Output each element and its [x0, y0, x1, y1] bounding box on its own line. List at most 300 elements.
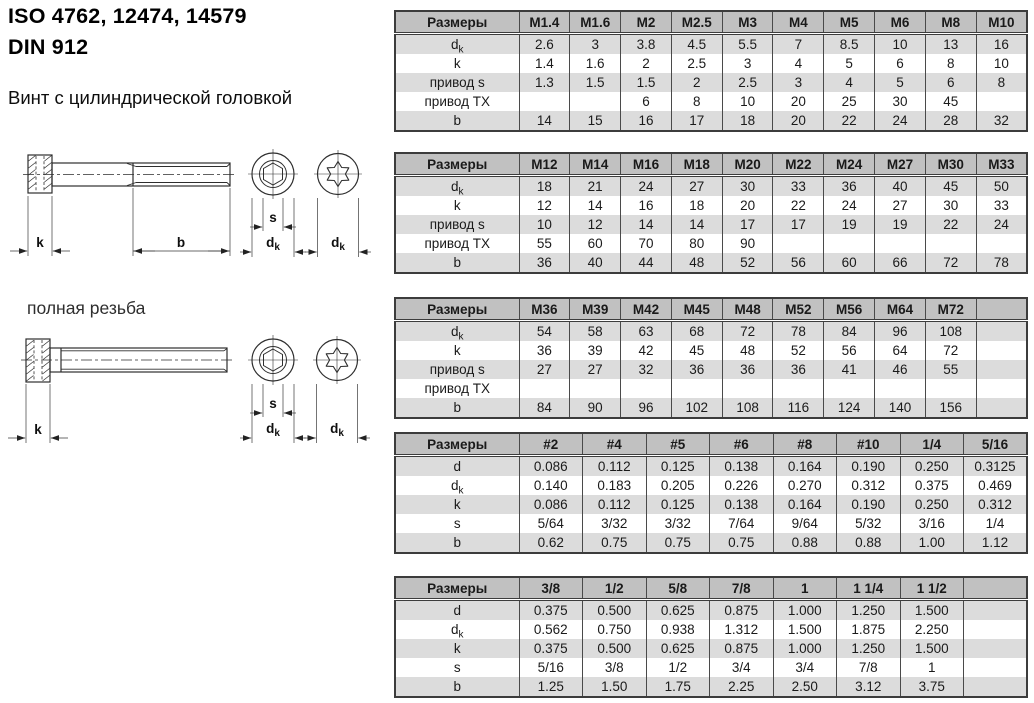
column-header: M33: [976, 153, 1027, 176]
table-row: [395, 398, 1027, 418]
value-cell: 27: [519, 360, 570, 379]
value-cell: 33: [976, 196, 1027, 215]
row-label-header: Размеры: [395, 11, 519, 34]
value-cell: 0.312: [964, 495, 1028, 514]
column-header: M4: [773, 11, 824, 34]
value-cell: 0.500: [583, 600, 647, 621]
value-cell: [964, 600, 1028, 621]
value-cell: 0.750: [583, 620, 647, 639]
value-cell: 80: [671, 234, 722, 253]
dimension-table-3: [394, 297, 1028, 419]
value-cell: 24: [875, 111, 926, 131]
value-cell: 0.250: [900, 456, 964, 477]
value-cell: 5/32: [837, 514, 901, 533]
dim-label-dk: $d_k$: [330, 421, 344, 439]
value-cell: 124: [824, 398, 875, 418]
value-cell: [976, 398, 1027, 418]
value-cell: 3/32: [583, 514, 647, 533]
value-cell: 0.469: [964, 476, 1028, 495]
value-cell: 2.250: [900, 620, 964, 639]
row-label: k: [395, 495, 519, 514]
value-cell: 36: [824, 176, 875, 197]
value-cell: 1/4: [964, 514, 1028, 533]
column-header: M42: [621, 298, 672, 321]
value-cell: 1.50: [583, 677, 647, 697]
value-cell: 0.75: [646, 533, 710, 553]
value-cell: 1.000: [773, 639, 837, 658]
row-label: привод s: [395, 360, 519, 379]
value-cell: 52: [722, 253, 773, 273]
value-cell: 96: [875, 321, 926, 342]
table-row: [395, 620, 1027, 639]
value-cell: [925, 379, 976, 398]
value-cell: 0.183: [583, 476, 647, 495]
value-cell: 1.000: [773, 600, 837, 621]
table-row: [395, 34, 1027, 55]
column-header: M22: [773, 153, 824, 176]
dim-label-s: s: [269, 210, 277, 225]
value-cell: 19: [824, 215, 875, 234]
column-header: 5/8: [646, 577, 710, 600]
section-hatching: [29, 156, 52, 190]
row-label: привод s: [395, 73, 519, 92]
value-cell: 1.250: [837, 639, 901, 658]
table-row: [395, 600, 1027, 621]
value-cell: 10: [722, 92, 773, 111]
value-cell: 70: [621, 234, 672, 253]
table-row: [395, 341, 1027, 360]
value-cell: 30: [875, 92, 926, 111]
value-cell: 3/4: [773, 658, 837, 677]
value-cell: 14: [671, 215, 722, 234]
row-label: привод s: [395, 215, 519, 234]
value-cell: [964, 620, 1028, 639]
column-header: M8: [925, 11, 976, 34]
table-row: [395, 476, 1027, 495]
value-cell: 45: [925, 176, 976, 197]
column-header: M14: [570, 153, 621, 176]
value-cell: 42: [621, 341, 672, 360]
value-cell: 102: [671, 398, 722, 418]
value-cell: 0.500: [583, 639, 647, 658]
value-cell: 108: [925, 321, 976, 342]
value-cell: 58: [570, 321, 621, 342]
value-cell: 22: [925, 215, 976, 234]
value-cell: 60: [824, 253, 875, 273]
value-cell: 96: [621, 398, 672, 418]
value-cell: 8: [976, 73, 1027, 92]
column-header: 1 1/2: [900, 577, 964, 600]
value-cell: 1.25: [519, 677, 583, 697]
row-label: $d_k$: [395, 476, 519, 495]
value-cell: 27: [875, 196, 926, 215]
column-header: M56: [824, 298, 875, 321]
column-header: #6: [710, 433, 774, 456]
value-cell: 56: [824, 341, 875, 360]
value-cell: 0.112: [583, 495, 647, 514]
value-cell: 1.3: [519, 73, 570, 92]
dimension-table-1: [394, 10, 1028, 132]
column-header: M20: [722, 153, 773, 176]
value-cell: 17: [671, 111, 722, 131]
value-cell: 17: [773, 215, 824, 234]
value-cell: 0.625: [646, 639, 710, 658]
value-cell: 10: [875, 34, 926, 55]
value-cell: 0.88: [837, 533, 901, 553]
value-cell: 0.625: [646, 600, 710, 621]
value-cell: 0.938: [646, 620, 710, 639]
table-row: [395, 514, 1027, 533]
value-cell: 1.500: [773, 620, 837, 639]
column-header: M52: [773, 298, 824, 321]
value-cell: 1.6: [570, 54, 621, 73]
value-cell: 50: [976, 176, 1027, 197]
value-cell: 8: [925, 54, 976, 73]
value-cell: 22: [824, 111, 875, 131]
value-cell: 84: [519, 398, 570, 418]
din-title: DIN 912: [8, 35, 89, 59]
value-cell: 0.190: [837, 495, 901, 514]
column-header: M1.6: [570, 11, 621, 34]
value-cell: 20: [773, 92, 824, 111]
value-cell: 16: [621, 111, 672, 131]
value-cell: 21: [570, 176, 621, 197]
value-cell: 2.5: [671, 54, 722, 73]
value-cell: 14: [570, 196, 621, 215]
row-label: привод TX: [395, 234, 519, 253]
value-cell: 0.75: [710, 533, 774, 553]
value-cell: 1.75: [646, 677, 710, 697]
value-cell: 7/64: [710, 514, 774, 533]
value-cell: 55: [925, 360, 976, 379]
header-row: [395, 11, 1027, 34]
table-row: [395, 92, 1027, 111]
dim-label-dk: $d_k$: [266, 235, 280, 253]
row-label: k: [395, 196, 519, 215]
table-row: [395, 196, 1027, 215]
value-cell: 3/16: [900, 514, 964, 533]
row-label-header: Размеры: [395, 298, 519, 321]
standard-title: ISO 4762, 12474, 14579: [8, 4, 247, 28]
column-header: M5: [824, 11, 875, 34]
value-cell: 27: [671, 176, 722, 197]
value-cell: 7: [773, 34, 824, 55]
value-cell: 140: [875, 398, 926, 418]
value-cell: 3.75: [900, 677, 964, 697]
value-cell: [875, 379, 926, 398]
value-cell: 0.375: [900, 476, 964, 495]
value-cell: 0.140: [519, 476, 583, 495]
value-cell: 40: [875, 176, 926, 197]
row-label: привод TX: [395, 379, 519, 398]
value-cell: 6: [875, 54, 926, 73]
value-cell: 5: [875, 73, 926, 92]
value-cell: 30: [925, 196, 976, 215]
value-cell: 14: [621, 215, 672, 234]
value-cell: 46: [875, 360, 926, 379]
value-cell: 66: [875, 253, 926, 273]
value-cell: 0.3125: [964, 456, 1028, 477]
value-cell: 30: [722, 176, 773, 197]
value-cell: 55: [519, 234, 570, 253]
value-cell: 2: [671, 73, 722, 92]
value-cell: 2.50: [773, 677, 837, 697]
value-cell: 5/64: [519, 514, 583, 533]
value-cell: [621, 379, 672, 398]
value-cell: 0.375: [519, 600, 583, 621]
value-cell: [722, 379, 773, 398]
torx-end-view-2: [313, 336, 361, 384]
value-cell: 36: [773, 360, 824, 379]
value-cell: 8: [671, 92, 722, 111]
column-header: 1/2: [583, 577, 647, 600]
value-cell: 0.75: [583, 533, 647, 553]
value-cell: 0.164: [773, 495, 837, 514]
value-cell: [964, 658, 1028, 677]
value-cell: 36: [722, 360, 773, 379]
value-cell: 24: [824, 196, 875, 215]
value-cell: 33: [773, 176, 824, 197]
value-cell: 6: [621, 92, 672, 111]
value-cell: 20: [773, 111, 824, 131]
value-cell: 39: [570, 341, 621, 360]
value-cell: 24: [621, 176, 672, 197]
value-cell: 1.312: [710, 620, 774, 639]
dimensions-screw-2: [8, 384, 370, 443]
column-header: M10: [976, 11, 1027, 34]
value-cell: 17: [722, 215, 773, 234]
value-cell: 0.375: [519, 639, 583, 658]
table-row: [395, 495, 1027, 514]
value-cell: [964, 677, 1028, 697]
value-cell: 0.138: [710, 495, 774, 514]
hex-socket-end-view-1: [248, 149, 298, 199]
value-cell: 9/64: [773, 514, 837, 533]
value-cell: 48: [671, 253, 722, 273]
table-row: [395, 234, 1027, 253]
value-cell: [773, 234, 824, 253]
value-cell: 0.270: [773, 476, 837, 495]
column-header: M64: [875, 298, 926, 321]
value-cell: 0.250: [900, 495, 964, 514]
value-cell: 68: [671, 321, 722, 342]
value-cell: [570, 92, 621, 111]
column-header: #10: [837, 433, 901, 456]
value-cell: 0.164: [773, 456, 837, 477]
value-cell: 18: [722, 111, 773, 131]
value-cell: 5.5: [722, 34, 773, 55]
value-cell: 2.5: [722, 73, 773, 92]
value-cell: 4.5: [671, 34, 722, 55]
value-cell: 63: [621, 321, 672, 342]
value-cell: 0.112: [583, 456, 647, 477]
column-header: M39: [570, 298, 621, 321]
value-cell: 36: [519, 253, 570, 273]
dimensions-screw-1: [10, 188, 371, 257]
column-header: #8: [773, 433, 837, 456]
value-cell: [824, 379, 875, 398]
row-label: d: [395, 456, 519, 477]
dimension-labels-screw-2: [34, 396, 344, 439]
header-row: [395, 298, 1027, 321]
value-cell: 24: [976, 215, 1027, 234]
value-cell: 22: [773, 196, 824, 215]
value-cell: 1.875: [837, 620, 901, 639]
value-cell: 45: [671, 341, 722, 360]
dimension-table-4: [394, 432, 1028, 554]
column-header: M30: [925, 153, 976, 176]
value-cell: 64: [875, 341, 926, 360]
value-cell: 0.312: [837, 476, 901, 495]
value-cell: [925, 234, 976, 253]
value-cell: 36: [519, 341, 570, 360]
column-header: [964, 577, 1028, 600]
value-cell: 8.5: [824, 34, 875, 55]
value-cell: 0.125: [646, 456, 710, 477]
value-cell: 156: [925, 398, 976, 418]
row-label: k: [395, 341, 519, 360]
value-cell: 4: [773, 54, 824, 73]
value-cell: 116: [773, 398, 824, 418]
value-cell: [519, 379, 570, 398]
hidden-socket-lines: [34, 340, 42, 381]
column-header: 1/4: [900, 433, 964, 456]
value-cell: 20: [722, 196, 773, 215]
screw-side-view-full-thread: [21, 339, 233, 382]
hex-socket-end-view-2: [248, 335, 298, 385]
column-header: M18: [671, 153, 722, 176]
value-cell: 28: [925, 111, 976, 131]
column-header: M3: [722, 11, 773, 34]
value-cell: 3/8: [583, 658, 647, 677]
section-hatching: [27, 341, 50, 382]
value-cell: 0.138: [710, 456, 774, 477]
row-label: b: [395, 111, 519, 131]
value-cell: 1.4: [519, 54, 570, 73]
column-header: 3/8: [519, 577, 583, 600]
table-row: [395, 456, 1027, 477]
value-cell: 0.62: [519, 533, 583, 553]
value-cell: [824, 234, 875, 253]
column-header: M36: [519, 298, 570, 321]
dim-label-b: b: [176, 235, 186, 250]
value-cell: 25: [824, 92, 875, 111]
column-header: M48: [722, 298, 773, 321]
value-cell: 12: [570, 215, 621, 234]
value-cell: 3.12: [837, 677, 901, 697]
column-header: M24: [824, 153, 875, 176]
value-cell: 72: [925, 253, 976, 273]
column-header: M27: [875, 153, 926, 176]
value-cell: 0.88: [773, 533, 837, 553]
column-header: M2: [621, 11, 672, 34]
column-header: 5/16: [964, 433, 1028, 456]
value-cell: [875, 234, 926, 253]
value-cell: 52: [773, 341, 824, 360]
row-label-header: Размеры: [395, 577, 519, 600]
row-label-header: Размеры: [395, 153, 519, 176]
value-cell: [964, 639, 1028, 658]
title-block: [8, 1, 247, 63]
value-cell: 6: [925, 73, 976, 92]
dimension-labels-screw-1: [36, 210, 345, 253]
value-cell: 15: [570, 111, 621, 131]
value-cell: [671, 379, 722, 398]
value-cell: [976, 92, 1027, 111]
value-cell: 0.190: [837, 456, 901, 477]
row-label-header: Размеры: [395, 433, 519, 456]
value-cell: 3: [722, 54, 773, 73]
value-cell: 0.086: [519, 495, 583, 514]
value-cell: 1.500: [900, 600, 964, 621]
value-cell: 90: [722, 234, 773, 253]
header-row: [395, 153, 1027, 176]
dim-label-dk: $d_k$: [266, 421, 280, 439]
value-cell: 1.250: [837, 600, 901, 621]
value-cell: [976, 379, 1027, 398]
value-cell: [976, 234, 1027, 253]
row-label: b: [395, 533, 519, 553]
column-header: M45: [671, 298, 722, 321]
table-row: [395, 54, 1027, 73]
table-row: [395, 73, 1027, 92]
value-cell: 16: [621, 196, 672, 215]
value-cell: 10: [519, 215, 570, 234]
row-label: k: [395, 639, 519, 658]
value-cell: 54: [519, 321, 570, 342]
column-header: M12: [519, 153, 570, 176]
value-cell: 12: [519, 196, 570, 215]
row-label: $d_k$: [395, 176, 519, 197]
value-cell: 5/16: [519, 658, 583, 677]
row-label: s: [395, 658, 519, 677]
value-cell: 7/8: [837, 658, 901, 677]
value-cell: 72: [722, 321, 773, 342]
value-cell: 1.5: [621, 73, 672, 92]
row-label: $d_k$: [395, 620, 519, 639]
value-cell: 1.00: [900, 533, 964, 553]
table-row: [395, 379, 1027, 398]
value-cell: 36: [671, 360, 722, 379]
value-cell: 3: [773, 73, 824, 92]
dim-label-dk: $d_k$: [331, 235, 345, 253]
column-header: #5: [646, 433, 710, 456]
column-header: M2.5: [671, 11, 722, 34]
value-cell: 44: [621, 253, 672, 273]
value-cell: [773, 379, 824, 398]
table-row: [395, 677, 1027, 697]
value-cell: 2: [621, 54, 672, 73]
product-name: Винт с цилиндрической головкой: [8, 87, 293, 108]
table-row: [395, 253, 1027, 273]
value-cell: 13: [925, 34, 976, 55]
value-cell: 4: [824, 73, 875, 92]
value-cell: [519, 92, 570, 111]
row-label: привод TX: [395, 92, 519, 111]
value-cell: 27: [570, 360, 621, 379]
value-cell: 1.5: [570, 73, 621, 92]
table-row: [395, 215, 1027, 234]
dim-label-s: s: [269, 396, 277, 411]
value-cell: 1.12: [964, 533, 1028, 553]
column-header: 7/8: [710, 577, 774, 600]
table-row: [395, 360, 1027, 379]
value-cell: 72: [925, 341, 976, 360]
value-cell: [570, 379, 621, 398]
value-cell: 1.500: [900, 639, 964, 658]
value-cell: 0.875: [710, 639, 774, 658]
dim-label-k: k: [36, 235, 44, 250]
